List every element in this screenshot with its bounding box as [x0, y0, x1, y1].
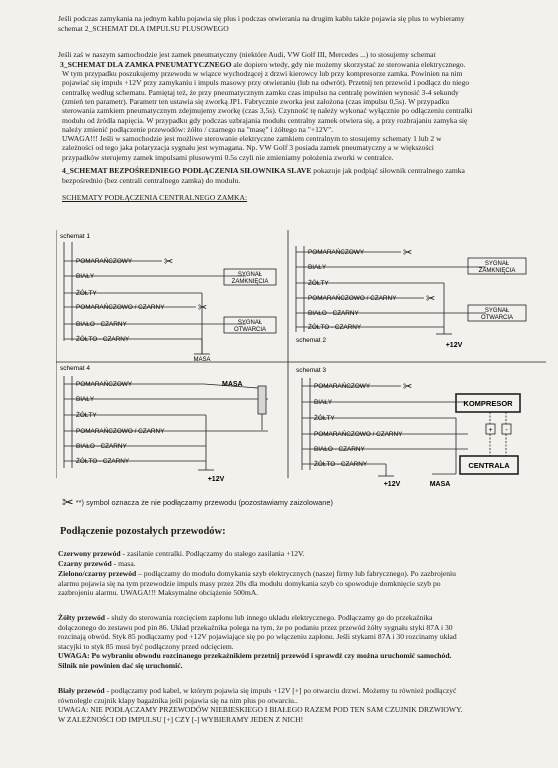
white-wire-line-2: UWAGA: NIE PODŁĄCZAMY PRZEWODÓW NIEBIESKIEGO I BIAŁEGO RAZEM POD TEN SAM CZUJNIK DRZWIOWY. — [58, 705, 463, 714]
s3-wire-white-black: BIAŁO - CZARNY — [314, 446, 365, 453]
s4-supply-label: +12V — [207, 476, 225, 483]
section3-title-line — [60, 60, 550, 69]
yellow-wire-line-1: dołączonego do zestawu pod pin 86. Układ przekaźnika polega na tym, że po podaniu przez przewód żółty sygnału styki 87A i 30 — [58, 622, 453, 632]
green-wire-line-2: zazbrojeniu alarmu. UWAGA!!! Maksymalne obciążenie 500mA. — [58, 588, 259, 597]
s4-wire-yellow-black: ŻÓŁTO - CZARNY — [76, 458, 130, 465]
yellow-wire-line-3: stacyjki to styk 85 musi być podłączony przed odcięciem. — [58, 641, 234, 651]
green-wire-text: – podłączamy do modułu domykania szyb elektrycznych (naszej firmy lub fabrycznego). Po zazbrojeniu — [136, 569, 456, 578]
s4-ground-label: MASA — [222, 381, 243, 388]
s3-central-label: CENTRALA — [468, 461, 510, 470]
section3-title-rest: ale dopiero wtedy, gdy nie możemy skorzystać ze sterowania elektrycznego. — [231, 59, 466, 69]
section3-body-line: pojawiać się impuls +12V przy zamykaniu i impuls masowy przy otwieraniu (lub na odwrót). Przetnij ten przewód i podłącz do niego — [62, 78, 470, 88]
s2-box-open-2: OTWARCIA — [480, 315, 514, 321]
s1-wire-orange-black: POMARAŃCZOWO / CZARNY — [76, 304, 165, 311]
yellow-wire-name: Żółty przewód — [58, 613, 106, 622]
s3-plus-terminal: + — [488, 427, 493, 434]
s1-box-close-2: ZAMKNIĘCIA — [231, 279, 269, 285]
s3-wire-orange: POMARAŃCZOWY — [314, 383, 371, 390]
s1-ground-label: MASA — [193, 357, 211, 363]
s2-supply-label: +12V — [445, 342, 463, 349]
section3-body-line: zależności od tego jaka polaryzacja sygnału jest wymagana. Np. VW Golf 3 posiada zamek pneumatyczny a w większości — [62, 143, 434, 153]
s3-wire-yellow-black: ŻÓŁTO - CZARNY — [314, 461, 368, 468]
yellow-wire-warning-2: Silnik nie powinien dać się uruchomić. — [58, 660, 183, 670]
scheme-4-title: schemat 4 — [60, 365, 90, 372]
s2-wire-yellow-black: ŻÓŁTO - CZARNY — [308, 324, 362, 331]
s1-box-close-1: SYGNAŁ — [237, 272, 263, 278]
s4-wire-orange: POMARAŃCZOWY — [76, 381, 133, 388]
scissors-icon: ✂ — [198, 302, 208, 314]
section3-body-line: UWAGA!!! Jeśli w samochodzie jest możliwe sterowanie elektryczne zamkiem centralnym to stosujemy schematy 1 lub 2 w — [62, 134, 442, 144]
yellow-wire — [58, 613, 548, 622]
scheme-1 — [60, 233, 276, 363]
section3-body-line: (zmień ten parametr). Parametr ten ustawia się zworką JP1. Fabrycznie zworka jest założona (czas impulsu 0,5s). W przypadku — [62, 96, 450, 106]
wiring-diagrams — [56, 206, 546, 488]
green-wire-name: Zielono/czarny przewód — [58, 569, 137, 578]
s2-wire-orange-black: POMARAŃCZOWO / CZARNY — [308, 295, 397, 302]
s2-box-close-2: ZAMKNIĘCIA — [478, 268, 516, 274]
scissors-icon: ✂ — [164, 256, 174, 268]
yellow-wire-text: - służy do sterowania rozcięciem zapłonu lub innego układu elektrycznego. Podłączamy go do przekaźnika — [105, 613, 433, 622]
black-wire-text: - masa. — [111, 559, 136, 568]
white-wire-name: Biały przewód — [58, 686, 105, 695]
s4-wire-orange-black: POMARAŃCZOWO / CZARNY — [76, 428, 165, 435]
section4-title: 4_SCHEMAT BEZPOŚREDNIEGO PODŁĄCZENIA SIŁOWNIKA SLAVE — [62, 166, 312, 175]
s4-wire-yellow: ŻÓŁTY — [76, 412, 97, 419]
section3-body-line: należy zmienić podłączenie przewodów: żółto / czarnego na "masę" i żółtego na "+12V". — [62, 124, 334, 134]
s3-ground-label: MASA — [429, 481, 451, 488]
s2-wire-white: BIAŁY — [308, 264, 327, 271]
section3-body-line: sterowania zamkiem pneumatycznym zdejmujemy zworkę (czas 3,5s). Czynność tę należy wykonać wyłącznie po odłączeniu centralki — [62, 106, 473, 116]
other-wires-title: Podłączenie pozostałych przewodów: — [60, 526, 226, 537]
white-wire-text: - podłączamy pod kabel, w którym pojawia się impuls +12V [+] po otwarciu drzwi. Możemy tu również podłączyć — [104, 686, 457, 695]
intro-line-2: schemat 2_SCHEMAT DLA IMPULSU PLUSOWEGO — [58, 24, 229, 33]
section3-body-line: przypadków sterujemy zamek impulsami plusowymi 0.5s czyli nie zmieniamy położenia zworki w centralce. — [62, 152, 394, 162]
s1-box-open-1: SYGNAŁ — [237, 320, 263, 326]
scissors-icon: ✂ — [403, 247, 413, 259]
s1-wire-white: BIAŁY — [76, 273, 95, 280]
red-wire-text: - zasilanie centralki. Podłączamy do stałego zasilania +12V. — [120, 549, 305, 558]
s3-wire-orange-black: POMARAŃCZOWO / CZARNY — [314, 431, 403, 438]
green-wire-line-1: alarmu pojawia się na tym przewodzie impuls masy przez 20s dla modułu domykania szyb co spowoduje domknięcie szyb po — [58, 578, 441, 588]
section3-body-line: centralkę według schematu. Pamiętaj też, że przy pneumatycznym zamku czas impulsu na centralę powinien wynosić 3-4 sekundy — [62, 87, 459, 97]
section3-body-line: W tym przypadku poszukujemy przewodu w wiązce wychodzącej z drzwi kierowcy lub przy kompresorze zamka. Powinien na nim — [62, 69, 463, 78]
section4-line-2: bezpośrednio (bez centrali centralnego zamka) do modułu. — [62, 176, 241, 185]
scheme-1-title: schemat 1 — [60, 233, 90, 240]
s3-wire-yellow: ŻÓŁTY — [314, 415, 335, 422]
black-wire — [58, 559, 548, 568]
legend-text: **) symbol oznacza że nie podłączamy przewodu (pozostawiamy zaizolowane) — [75, 498, 333, 507]
s1-box-open-2: OTWARCIA — [233, 327, 267, 333]
s3-wire-white: BIAŁY — [314, 399, 333, 406]
s2-wire-white-black: BIAŁO - CZARNY — [308, 310, 359, 317]
schematics-header: SCHEMATY PODŁĄCZENIA CENTRALNEGO ZAMKA: — [62, 193, 248, 202]
s3-supply-label: +12V — [383, 481, 401, 488]
s1-wire-white-black: BIAŁO - CZARNY — [76, 321, 127, 328]
section3-body-line: modułu od źródła napięcia. W przypadku gdy podczas uzbrajania modułu centralny zamek otwiera się, a przy rozbrajaniu zamyka się — [62, 115, 468, 125]
s3-minus-terminal: - — [505, 427, 508, 434]
scheme-3 — [296, 367, 520, 488]
s2-wire-orange: POMARAŃCZOWY — [308, 249, 365, 256]
s4-wire-white-black: BIAŁO - CZARNY — [76, 443, 127, 450]
s1-wire-orange: POMARAŃCZOWY — [76, 258, 133, 265]
scissors-icon: ✂ — [403, 381, 413, 393]
red-wire-name: Czerwony przewód — [58, 549, 121, 558]
s2-box-open-1: SYGNAŁ — [484, 308, 510, 314]
s1-wire-yellow: ŻÓŁTY — [76, 290, 97, 297]
legend — [62, 494, 333, 511]
scissors-icon: ✂ — [426, 293, 436, 305]
section4-title-rest: pokazuje jak podpiąć siłownik centralnego zamka — [311, 166, 465, 175]
s4-wire-white: BIAŁY — [76, 396, 95, 403]
yellow-wire-warning-1: UWAGA: Po wybraniu obwodu rozcinanego przekaźnikiem przetnij przewód i sprawdź czy można uruchomić samochód. — [58, 651, 452, 660]
section4-title-line — [62, 166, 552, 175]
scheme-4 — [60, 365, 268, 483]
actuator-icon — [258, 386, 266, 414]
s1-wire-yellow-black: ŻÓŁTO - CZARNY — [76, 336, 130, 343]
black-wire-name: Czarny przewód — [58, 559, 112, 568]
intro-line-1: Jeśli podczas zamykania na jednym kablu pojawia się plus i podczas otwierania na drugim kablu także pojawia się plus to wybieramy — [58, 14, 465, 23]
green-wire — [58, 569, 548, 578]
white-wire — [58, 686, 548, 695]
scheme-2 — [296, 246, 526, 349]
yellow-wire-line-2: rozcinają obwód. Styk 85 podłączamy pod +12V pojawiające się po po włączeniu zapłonu. Jeśli stykami 87A i 30 rozcinamy układ — [58, 632, 457, 641]
scheme-2-title: schemat 2 — [296, 337, 326, 344]
scheme-3-title: schemat 3 — [296, 367, 326, 374]
white-wire-line-1: równolegle czujnik klapy bagażnika jeśli pojawia się na nim plus po otwarciu.. — [58, 695, 298, 705]
scissors-icon: ✂ — [62, 494, 74, 510]
s2-wire-yellow: ŻÓŁTY — [308, 280, 329, 287]
section3-line-1: Jeśli zaś w naszym samochodzie jest zamek pneumatyczny (niektóre Audi, VW Golf III, Mercedes ...) to stosujemy schemat — [58, 50, 436, 59]
red-wire — [58, 549, 548, 558]
section3-title: 3_SCHEMAT DLA ZAMKA PNEUMATYCZNEGO — [60, 59, 232, 69]
s2-box-close-1: SYGNAŁ — [484, 261, 510, 267]
s3-compressor-label: KOMPRESOR — [463, 399, 513, 408]
white-wire-line-3: W ZALEŻNOŚCI OD IMPULSU [+] CZY [-] WYBIERAMY JEDEN Z NICH! — [58, 714, 304, 724]
